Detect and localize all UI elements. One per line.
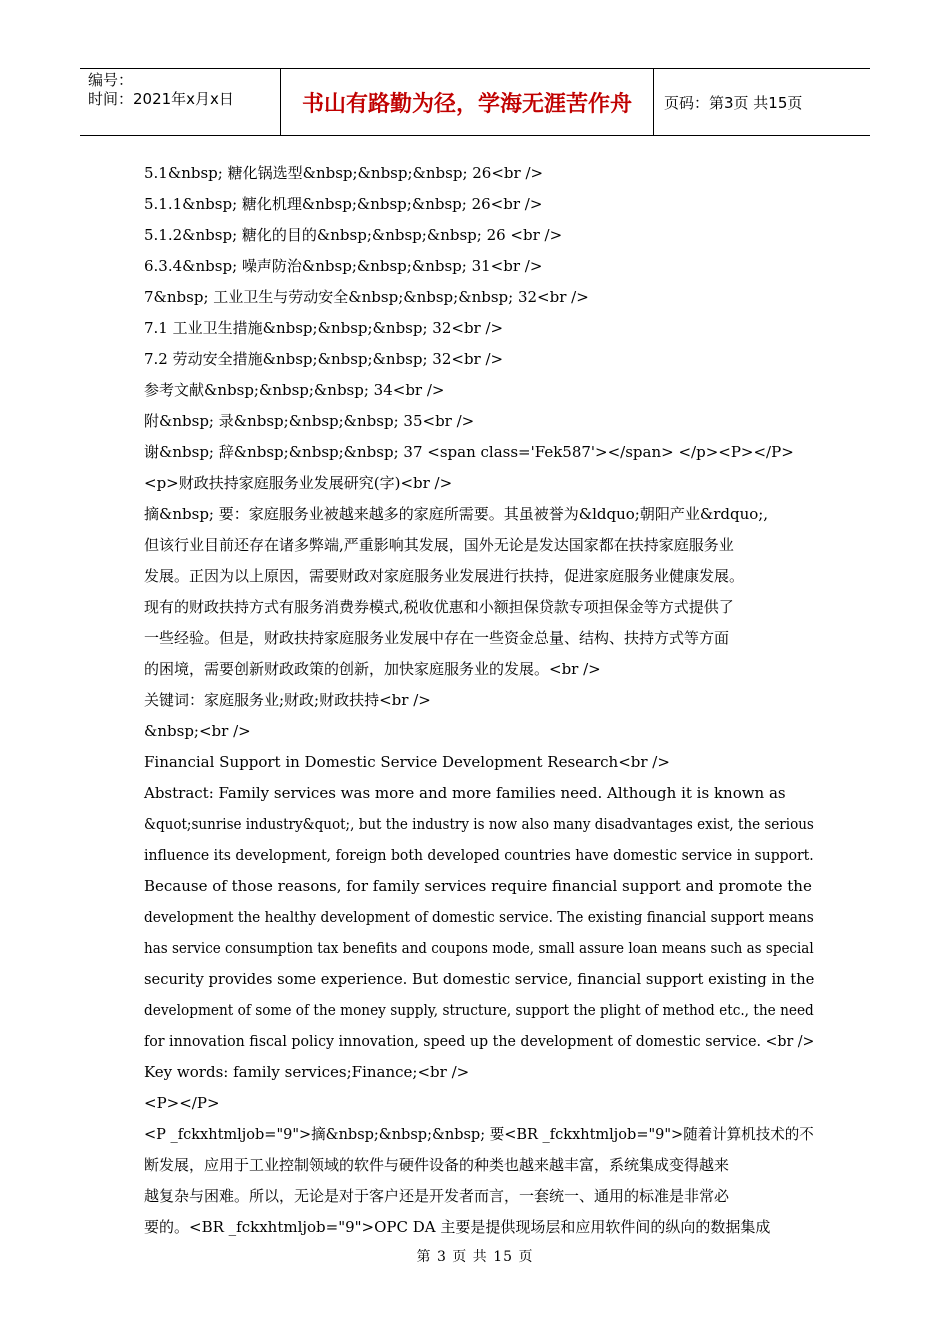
abstract-cn-line: 一些经验。但是，财政扶持家庭服务业发展中存在一些资金总量、结构、扶持方式等方面: [144, 629, 730, 647]
paper-title-en: Financial Support in Domestic Service Development Research<br />: [144, 753, 670, 771]
toc-line: 7.2 劳动安全措施&nbsp;&nbsp;&nbsp; 32<br />: [144, 350, 504, 368]
page-header: [80, 68, 870, 136]
paper-title-cn: <p>财政扶持家庭服务业发展研究(字)<br />: [144, 474, 453, 492]
abstract-en-line: Because of those reasons, for family services require financial support and promote the: [144, 877, 812, 895]
opc-line: 断发展，应用于工业控制领域的软件与硬件设备的种类也越来越丰富，系统集成变得越来: [144, 1156, 730, 1174]
abstract-en-line: influence its development, foreign both developed countries have domestic service in support.: [144, 846, 814, 864]
document-body: [144, 158, 814, 1243]
opc-line: <P _fckxhtmljob="9">摘&nbsp;&nbsp;&nbsp; 要<BR _fckxhtmljob="9">随着计算机技术的不: [144, 1125, 814, 1143]
toc-line: 7.1 工业卫生措施&nbsp;&nbsp;&nbsp; 32<br />: [144, 319, 504, 337]
opc-line: 要的。<BR _fckxhtmljob="9">OPC DA 主要是提供现场层和应用软件间的纵向的数据集成: [144, 1218, 771, 1236]
opc-line: 越复杂与困难。所以，无论是对于客户还是开发者而言，一套统一、通用的标准是非常必: [144, 1187, 730, 1205]
toc-line: 谢&nbsp; 辞&nbsp;&nbsp;&nbsp; 37 <span class='Fek587'></span> </p><P></P>: [144, 443, 794, 461]
toc-line: 5.1.1&nbsp; 糖化机理&nbsp;&nbsp;&nbsp; 26<br />: [144, 195, 543, 213]
abstract-en-line: development of some of the money supply, structure, support the plight of method etc., the need: [144, 1001, 814, 1019]
toc-line: 参考文献&nbsp;&nbsp;&nbsp; 34<br />: [144, 381, 445, 399]
abstract-en-line: has service consumption tax benefits and coupons mode, small assure loan means such as special: [144, 939, 814, 957]
toc-line: 附&nbsp; 录&nbsp;&nbsp;&nbsp; 35<br />: [144, 412, 475, 430]
abstract-en-line: &quot;sunrise industry&quot;, but the industry is now also many disadvantages exist, the serious: [144, 815, 814, 833]
abstract-en-line: security provides some experience. But domestic service, financial support existing in the: [144, 970, 815, 988]
document-date: 时间：2021年x月x日: [88, 90, 234, 108]
document-number: 编号：: [88, 71, 134, 89]
header-meta: [80, 69, 281, 135]
keywords-cn: 关键词：家庭服务业;财政;财政扶持<br />: [144, 691, 431, 709]
abstract-cn-line: 摘&nbsp; 要：家庭服务业被越来越多的家庭所需要。其虽被誉为&ldquo;朝阳产业&rdquo;,: [144, 505, 769, 523]
nbsp-line: &nbsp;<br />: [144, 722, 251, 740]
header-page-info: 页码：第3页 共15页: [664, 93, 803, 112]
toc-line: 5.1&nbsp; 糖化锅选型&nbsp;&nbsp;&nbsp; 26<br />: [144, 164, 544, 182]
abstract-cn-line: 发展。正因为以上原因，需要财政对家庭服务业发展进行扶持，促进家庭服务业健康发展。: [144, 567, 745, 585]
abstract-cn-line: 的困境，需要创新财政政策的创新，加快家庭服务业的发展。<br />: [144, 660, 601, 678]
toc-line: 5.1.2&nbsp; 糖化的目的&nbsp;&nbsp;&nbsp; 26 <br />: [144, 226, 563, 244]
page-footer: 第 3 页 共 15 页: [416, 1249, 534, 1265]
abstract-cn-line: 但该行业目前还存在诸多弊端,严重影响其发展，国外无论是发达国家都在扶持家庭服务业: [144, 536, 734, 554]
toc-line: 7&nbsp; 工业卫生与劳动安全&nbsp;&nbsp;&nbsp; 32<br />: [144, 288, 589, 306]
keywords-en: Key words: family services;Finance;<br />: [144, 1063, 470, 1081]
header-motto: 书山有路勤为径，学海无涯苦作舟: [281, 69, 654, 135]
abstract-cn-line: 现有的财政扶持方式有服务消费券模式,税收优惠和小额担保贷款专项担保金等方式提供了: [144, 598, 734, 616]
p-tags-line: <P></P>: [144, 1094, 220, 1112]
abstract-en-line: Abstract: Family services was more and more families need. Although it is known as: [144, 784, 786, 802]
toc-line: 6.3.4&nbsp; 噪声防治&nbsp;&nbsp;&nbsp; 31<br />: [144, 257, 543, 275]
abstract-en-line: for innovation fiscal policy innovation, speed up the development of domestic service. <br />: [144, 1032, 815, 1050]
abstract-en-line: development the healthy development of domestic service. The existing financial support means: [144, 908, 814, 926]
